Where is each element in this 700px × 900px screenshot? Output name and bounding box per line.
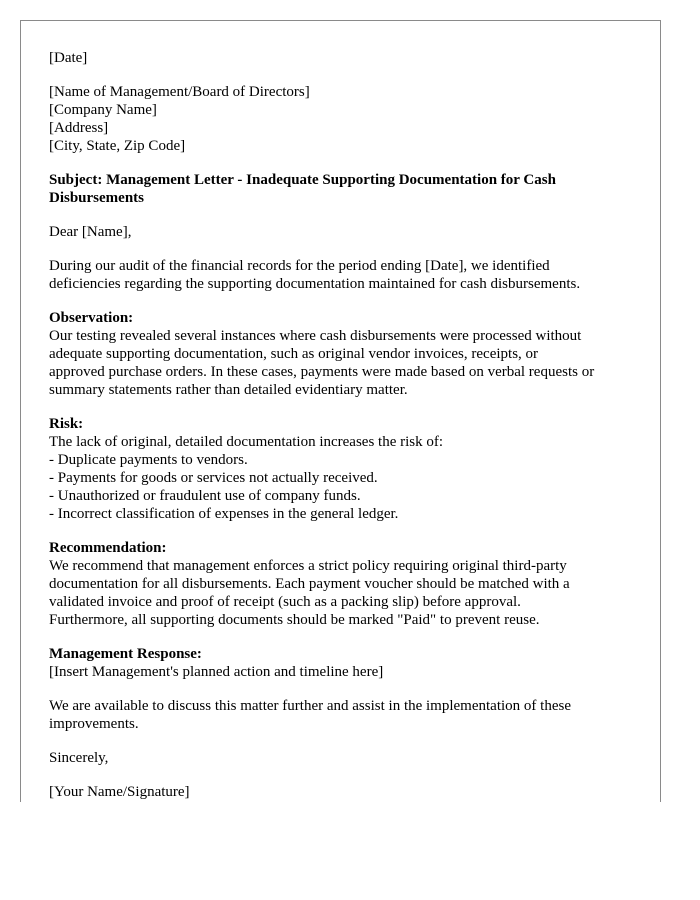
sign-off-block [49,749,639,767]
risk-item-2: - Payments for goods or services not actually received. [49,470,378,486]
intro-line-2: deficiencies regarding the supporting documentation maintained for cash disbursements. [49,276,581,292]
subject-block [49,171,639,207]
recipient-company: [Company Name] [49,102,157,118]
observation-section [49,309,639,399]
letter-content [49,49,639,802]
risk-item-4: - Incorrect classification of expenses in the general ledger. [49,506,399,522]
recipient-city-state-zip: [City, State, Zip Code] [49,138,186,154]
observation-line-1: Our testing revealed several instances where cash disbursements were processed without [49,328,582,344]
observation-line-3: approved purchase orders. In these cases, payments were made based on verbal requests or [49,364,595,380]
letter-date: [Date] [49,50,88,66]
sign-off: Sincerely, [49,750,109,766]
signature: [Your Name/Signature] [49,784,190,800]
salutation-block [49,223,639,241]
closing-line-1: We are available to discuss this matter further and assist in the implementation of these [49,698,571,714]
observation-line-4: summary statements rather than detailed evidentiary matter. [49,382,408,398]
recommendation-line-1: We recommend that management enforces a strict policy requiring original third-party [49,558,567,574]
recommendation-line-4: Furthermore, all supporting documents should be marked "Paid" to prevent reuse. [49,612,540,628]
management-response-section [49,645,639,681]
recommendation-line-3: validated invoice and proof of receipt (such as a packing slip) before approval. [49,594,521,610]
risk-item-1: - Duplicate payments to vendors. [49,452,248,468]
subject-line-1: Subject: Management Letter - Inadequate Supporting Documentation for Cash [49,172,556,188]
date-block [49,49,639,67]
salutation: Dear [Name], [49,224,132,240]
intro-paragraph [49,257,639,293]
recommendation-section [49,539,639,629]
recipient-address: [Address] [49,120,109,136]
closing-line-2: improvements. [49,716,139,732]
observation-line-2: adequate supporting documentation, such as original vendor invoices, receipts, or [49,346,539,362]
signature-block [49,783,639,801]
letter-frame [20,20,661,802]
management-response-heading: Management Response: [49,646,202,662]
management-response-placeholder: [Insert Management's planned action and timeline here] [49,664,384,680]
recommendation-line-2: documentation for all disbursements. Each payment voucher should be matched with a [49,576,570,592]
recipient-name: [Name of Management/Board of Directors] [49,84,310,100]
intro-line-1: During our audit of the financial records for the period ending [Date], we identified [49,258,550,274]
risk-heading: Risk: [49,416,84,432]
recipient-block [49,83,639,155]
risk-item-3: - Unauthorized or fraudulent use of company funds. [49,488,361,504]
risk-intro: The lack of original, detailed documentation increases the risk of: [49,434,444,450]
observation-heading: Observation: [49,310,134,326]
subject-line-2: Disbursements [49,190,145,206]
recommendation-heading: Recommendation: [49,540,167,556]
closing-paragraph [49,697,639,733]
risk-section [49,415,639,523]
